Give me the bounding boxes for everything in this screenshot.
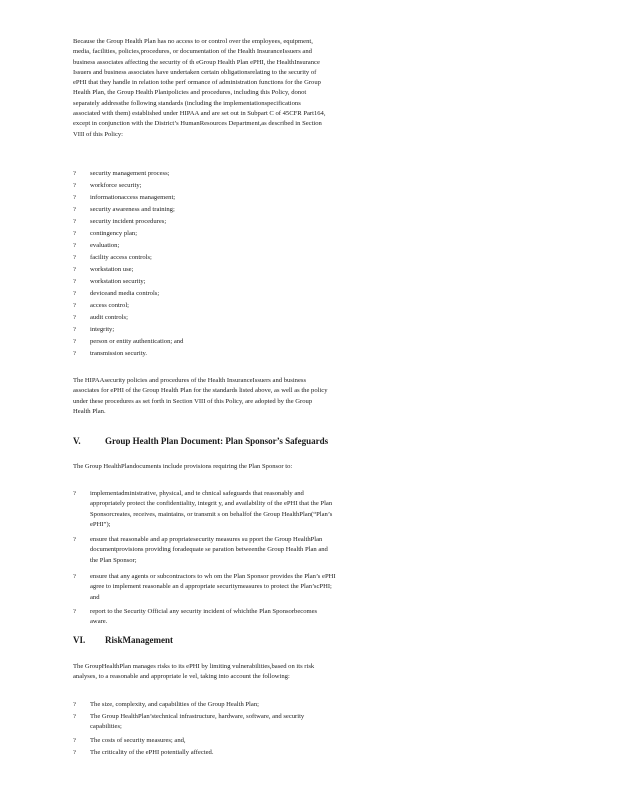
list-item: ? The criticality of the ePHI potentially affected. bbox=[73, 748, 535, 758]
bullet-marker: ? bbox=[73, 278, 76, 285]
bullet-marker: ? bbox=[73, 182, 76, 189]
paragraph-line: VIII of this Policy: bbox=[73, 130, 123, 138]
bullet-marker: ? bbox=[73, 749, 76, 756]
bullet-marker: ? bbox=[73, 701, 76, 708]
list-item: ? contingency plan; bbox=[73, 229, 137, 239]
intro-paragraph bbox=[73, 37, 535, 140]
paragraph-line: under these procedures as set forth in Section VIII of this Policy, are adopted by the Group bbox=[73, 397, 313, 405]
list-item: ? workforce security; bbox=[73, 181, 141, 191]
section-heading bbox=[73, 436, 328, 446]
hipaa-paragraph bbox=[73, 376, 535, 417]
bullet-marker: ? bbox=[73, 170, 76, 177]
list-item: ? transmission security. bbox=[73, 349, 147, 359]
paragraph-line: business associates affecting the security of th eGroup Health Plan ePHI, the HealthInsurance bbox=[73, 58, 320, 66]
paragraph-line: associated with them) established under HIPAA and are set out in Subpart C of 45CFR Part164, bbox=[73, 110, 326, 118]
list-item: ? workstation security; bbox=[73, 277, 146, 287]
list-item: ? informationaccess management; bbox=[73, 193, 175, 203]
bullet-marker: ? bbox=[73, 290, 76, 297]
list-item: ? The Group HealthPlan’stechnical infrastructure, hardware, software, and security capabilities; bbox=[73, 713, 305, 731]
section-title: Group Health Plan Document: Plan Sponsor’s Safeguards bbox=[105, 436, 329, 446]
list-item: ? evaluation; bbox=[73, 241, 119, 251]
list-item: ? security incident procedures; bbox=[73, 217, 166, 227]
bullet-marker: ? bbox=[73, 350, 76, 357]
bullet-marker: ? bbox=[73, 242, 76, 249]
list-item: ? deviceand media controls; bbox=[73, 289, 159, 299]
bullet-marker: ? bbox=[73, 230, 76, 237]
section-intro bbox=[73, 662, 535, 683]
paragraph-line: The GroupHealthPlan manages risks to its ePHI by limiting vulnerabilities,based on its risk bbox=[73, 663, 315, 670]
bullet-marker: ? bbox=[73, 266, 76, 273]
paragraph-line: Because the Group Health Plan has no access to or control over the employees, equipment, bbox=[73, 38, 313, 45]
list-item: ? report to the Security Official any security incident of whichthe Plan Sponsorbecomes aware. bbox=[73, 608, 318, 626]
paragraph-line: ePHI that they handle in relation tothe perf ormance of administration functions for the Group bbox=[73, 79, 321, 87]
bullet-marker: ? bbox=[73, 573, 76, 580]
list-item: ? audit controls; bbox=[73, 313, 128, 323]
bullet-marker: ? bbox=[73, 254, 76, 261]
paragraph-line: Issuers and business associates have undertaken certain obligationsrelating to the security of bbox=[73, 68, 317, 76]
list-item: ? facility access controls; bbox=[73, 253, 152, 263]
paragraph-line: Health Plan. bbox=[73, 407, 106, 415]
list-item: ? security management process; bbox=[73, 169, 169, 179]
list-item: ? The size, complexity, and capabilities of the Group Health Plan; bbox=[73, 700, 535, 710]
list-item: ? ensure that reasonable and ap propriatesecurity measures su pport the Group HealthPlan documentprovisions providing foradequate se paration betweenthe Group Health Plan and the Plan Sponsor; bbox=[73, 536, 328, 564]
paragraph-line: The HIPAAsecurity policies and procedures of the Health InsuranceIssuers and business bbox=[73, 377, 307, 384]
bullet-marker: ? bbox=[73, 194, 76, 201]
section-intro: The Group HealthPlandocuments include provisions requiring the Plan Sponsor to: bbox=[73, 463, 293, 470]
list-item: ? implementadministrative, physical, and te chnical safeguards that reasonably and appropriately protect the confidentiality, integrit y, and availability of the ePHI that the Plan Sponsorcreates, receives, maintains, or transmit s on behalfof the Group HealthPlan(“Plan’s ePHI”); bbox=[73, 490, 333, 528]
list-item: ? security awareness and training; bbox=[73, 205, 175, 215]
bullet-marker: ? bbox=[73, 218, 76, 225]
list-item: ? access control; bbox=[73, 301, 129, 311]
section-number: VI. bbox=[73, 635, 86, 645]
list-item: ? workstation use; bbox=[73, 265, 133, 275]
paragraph-line: media, facilities, policies,procedures, or documentation of the Health InsuranceIssuers and bbox=[73, 48, 312, 56]
list-item: ? ensure that any agents or subcontractors to wh om the Plan Sponsor provides the Plan’s ePHI agree to implement reasonable an d appropriate securitymeasures to protect the Plan’scPHI; and bbox=[73, 573, 336, 601]
list-item: ? The costs of security measures; and, bbox=[73, 736, 535, 746]
paragraph-line: analyses, to a reasonable and appropriate le vel, taking into account the following: bbox=[73, 673, 290, 681]
bullet-marker: ? bbox=[73, 536, 76, 543]
section-heading bbox=[73, 635, 173, 645]
section-title: RiskManagement bbox=[105, 635, 173, 645]
bullet-marker: ? bbox=[73, 713, 76, 720]
section-number: V. bbox=[73, 436, 81, 446]
paragraph-line: Health Plan, the Group Health Planipolicies and procedures, including this Policy, donot bbox=[73, 89, 307, 97]
paragraph-line: except in conjunction with the District’s HumanResources Department,as described in Section bbox=[73, 120, 322, 128]
bullet-marker: ? bbox=[73, 314, 76, 321]
bullet-marker: ? bbox=[73, 737, 76, 744]
paragraph-line: associates for ePHI of the Group Health Plan for the standards listed above, as well as the policy bbox=[73, 387, 328, 395]
bullet-marker: ? bbox=[73, 326, 76, 333]
bullet-marker: ? bbox=[73, 206, 76, 213]
bullet-marker: ? bbox=[73, 338, 76, 345]
list-item: ? person or entity authentication; and bbox=[73, 337, 183, 347]
bullet-marker: ? bbox=[73, 302, 76, 309]
bullet-marker: ? bbox=[73, 490, 76, 497]
list-item: ? integrity; bbox=[73, 325, 114, 335]
paragraph-line: separately addressthe following standards (including the implementationspecifications bbox=[73, 99, 301, 107]
bullet-marker: ? bbox=[73, 608, 76, 615]
